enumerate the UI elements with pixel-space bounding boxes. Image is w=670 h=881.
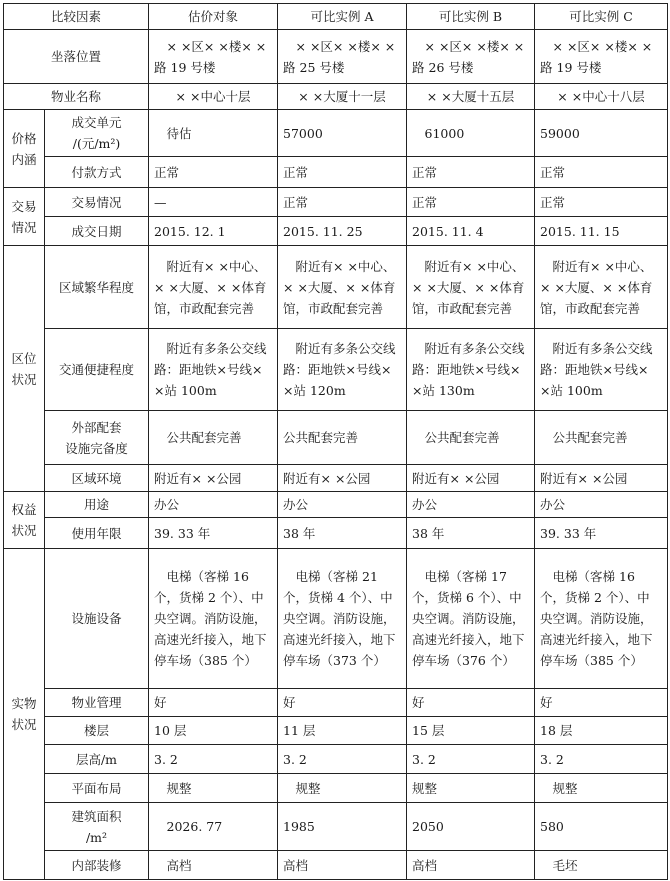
- cell-decoration-b: 高档: [407, 851, 535, 880]
- cell-location-subject: × ×区× ×楼× ×路 19 号楼: [149, 30, 278, 84]
- row-transaction-situation: [4, 188, 668, 217]
- row-location: [4, 30, 668, 84]
- cell-facilities-subject: 公共配套完善: [149, 411, 278, 465]
- cell-decoration-subject: 高档: [149, 851, 278, 880]
- label-transaction-situation: 交易情况: [45, 188, 149, 217]
- label-property-name: 物业名称: [4, 84, 149, 110]
- cell-term-subject: 39. 33 年: [149, 518, 278, 549]
- cell-management-subject: 好: [149, 689, 278, 717]
- cell-situation-a: 正常: [278, 188, 407, 217]
- row-environment: [4, 465, 668, 492]
- label-location: 坐落位置: [4, 30, 149, 84]
- cell-location-b: × ×区× ×楼× ×路 26 号楼: [407, 30, 535, 84]
- cell-layout-subject: 规整: [149, 774, 278, 803]
- row-management: [4, 689, 668, 717]
- row-height: [4, 745, 668, 774]
- label-prosperity: 区域繁华程度: [45, 246, 149, 329]
- label-payment: 付款方式: [45, 157, 149, 188]
- cell-height-b: 3. 2: [407, 745, 535, 774]
- cell-layout-c: 规整: [535, 774, 668, 803]
- cell-unit-price-a: 57000: [278, 110, 407, 157]
- header-case-b: 可比实例 B: [407, 4, 535, 30]
- cell-prosperity-subject: 附近有× ×中心、× ×大厦、× ×体育馆，市政配套完善: [149, 246, 278, 329]
- label-management: 物业管理: [45, 689, 149, 717]
- cell-payment-subject: 正常: [149, 157, 278, 188]
- cell-area-subject: 2026. 77: [149, 803, 278, 851]
- cell-prosperity-a: 附近有× ×中心、× ×大厦、× ×体育馆，市政配套完善: [278, 246, 407, 329]
- cell-equipment-b: 电梯（客梯 17 个，货梯 6 个）、中央空调。消防设施，高速光纤接入，地下停车场（376 个）: [407, 549, 535, 689]
- cell-unit-price-subject: 待估: [149, 110, 278, 157]
- label-height: 层高/m: [45, 745, 149, 774]
- header-subject: 估价对象: [149, 4, 278, 30]
- cell-payment-a: 正常: [278, 157, 407, 188]
- label-layout: 平面布局: [45, 774, 149, 803]
- cell-environment-c: 附近有× ×公园: [535, 465, 668, 492]
- header-case-a: 可比实例 A: [278, 4, 407, 30]
- row-facilities: [4, 411, 668, 465]
- cell-floor-subject: 10 层: [149, 717, 278, 745]
- label-equipment: 设施设备: [45, 549, 149, 689]
- cell-transport-subject: 附近有多条公交线路：距地铁×号线× ×站 100m: [149, 329, 278, 411]
- row-property-name: [4, 84, 668, 110]
- cell-location-c: × ×区× ×楼× ×路 19 号楼: [535, 30, 668, 84]
- cell-property-name-subject: × ×中心十层: [149, 84, 278, 110]
- row-unit-price: [4, 110, 668, 157]
- cell-height-c: 3. 2: [535, 745, 668, 774]
- cell-usage-c: 办公: [535, 492, 668, 518]
- cell-floor-b: 15 层: [407, 717, 535, 745]
- cell-location-a: × ×区× ×楼× ×路 25 号楼: [278, 30, 407, 84]
- cell-layout-a: 规整: [278, 774, 407, 803]
- cell-transport-a: 附近有多条公交线路：距地铁×号线× ×站 120m: [278, 329, 407, 411]
- label-unit-price: 成交单元 /(元/m²): [45, 110, 149, 157]
- row-transport: [4, 329, 668, 411]
- cell-facilities-b: 公共配套完善: [407, 411, 535, 465]
- cell-prosperity-c: 附近有× ×中心、× ×大厦、× ×体育馆，市政配套完善: [535, 246, 668, 329]
- cell-unit-price-b: 61000: [407, 110, 535, 157]
- cell-decoration-a: 高档: [278, 851, 407, 880]
- cell-prosperity-b: 附近有× ×中心、× ×大厦、× ×体育馆，市政配套完善: [407, 246, 535, 329]
- cell-layout-b: 规整: [407, 774, 535, 803]
- cell-transport-c: 附近有多条公交线路：距地铁×号线× ×站 100m: [535, 329, 668, 411]
- cell-situation-c: 正常: [535, 188, 668, 217]
- label-term: 使用年限: [45, 518, 149, 549]
- cell-environment-subject: 附近有× ×公园: [149, 465, 278, 492]
- cell-property-name-c: × ×中心十八层: [535, 84, 668, 110]
- cell-unit-price-c: 59000: [535, 110, 668, 157]
- category-physical: 实物 状况: [4, 549, 45, 880]
- label-facilities: 外部配套 设施完备度: [45, 411, 149, 465]
- row-layout: [4, 774, 668, 803]
- cell-area-b: 2050: [407, 803, 535, 851]
- cell-floor-c: 18 层: [535, 717, 668, 745]
- row-prosperity: [4, 246, 668, 329]
- label-transport: 交通便捷程度: [45, 329, 149, 411]
- cell-term-a: 38 年: [278, 518, 407, 549]
- cell-property-name-b: × ×大厦十五层: [407, 84, 535, 110]
- category-rights: 权益 状况: [4, 492, 45, 549]
- cell-usage-a: 办公: [278, 492, 407, 518]
- header-row: [4, 4, 668, 30]
- row-floor: [4, 717, 668, 745]
- label-floor: 楼层: [45, 717, 149, 745]
- cell-term-c: 39. 33 年: [535, 518, 668, 549]
- category-transaction: 交易 情况: [4, 188, 45, 246]
- cell-situation-b: 正常: [407, 188, 535, 217]
- cell-term-b: 38 年: [407, 518, 535, 549]
- cell-usage-subject: 办公: [149, 492, 278, 518]
- cell-height-a: 3. 2: [278, 745, 407, 774]
- cell-environment-a: 附近有× ×公园: [278, 465, 407, 492]
- row-equipment: [4, 549, 668, 689]
- cell-floor-a: 11 层: [278, 717, 407, 745]
- cell-decoration-c: 毛坯: [535, 851, 668, 880]
- cell-height-subject: 3. 2: [149, 745, 278, 774]
- row-payment: [4, 157, 668, 188]
- cell-payment-b: 正常: [407, 157, 535, 188]
- cell-area-a: 1985: [278, 803, 407, 851]
- cell-date-subject: 2015. 12. 1: [149, 217, 278, 246]
- row-decoration: [4, 851, 668, 880]
- cell-date-a: 2015. 11. 25: [278, 217, 407, 246]
- cell-property-name-a: × ×大厦十一层: [278, 84, 407, 110]
- cell-facilities-a: 公共配套完善: [278, 411, 407, 465]
- cell-equipment-a: 电梯（客梯 21 个，货梯 4 个）、中央空调。消防设施，高速光纤接入，地下停车场（373 个）: [278, 549, 407, 689]
- comparison-table: [3, 3, 668, 880]
- cell-situation-subject: —: [149, 188, 278, 217]
- cell-facilities-c: 公共配套完善: [535, 411, 668, 465]
- cell-management-b: 好: [407, 689, 535, 717]
- cell-management-c: 好: [535, 689, 668, 717]
- label-transaction-date: 成交日期: [45, 217, 149, 246]
- row-transaction-date: [4, 217, 668, 246]
- cell-management-a: 好: [278, 689, 407, 717]
- cell-transport-b: 附近有多条公交线路：距地铁×号线× ×站 130m: [407, 329, 535, 411]
- label-area: 建筑面积 /m²: [45, 803, 149, 851]
- cell-equipment-subject: 电梯（客梯 16 个，货梯 2 个）、中央空调。消防设施，高速光纤接入，地下停车场（385 个）: [149, 549, 278, 689]
- label-decoration: 内部装修: [45, 851, 149, 880]
- header-case-c: 可比实例 C: [535, 4, 668, 30]
- row-area: [4, 803, 668, 851]
- cell-area-c: 580: [535, 803, 668, 851]
- header-factor: 比较因素: [4, 4, 149, 30]
- cell-equipment-c: 电梯（客梯 16 个，货梯 2 个）、中央空调。消防设施，高速光纤接入，地下停车场（385 个）: [535, 549, 668, 689]
- label-usage: 用途: [45, 492, 149, 518]
- label-environment: 区域环境: [45, 465, 149, 492]
- cell-date-b: 2015. 11. 4: [407, 217, 535, 246]
- category-price: 价格 内涵: [4, 110, 45, 188]
- row-usage: [4, 492, 668, 518]
- row-term: [4, 518, 668, 549]
- cell-environment-b: 附近有× ×公园: [407, 465, 535, 492]
- cell-date-c: 2015. 11. 15: [535, 217, 668, 246]
- category-location-status: 区位 状况: [4, 246, 45, 492]
- cell-payment-c: 正常: [535, 157, 668, 188]
- cell-usage-b: 办公: [407, 492, 535, 518]
